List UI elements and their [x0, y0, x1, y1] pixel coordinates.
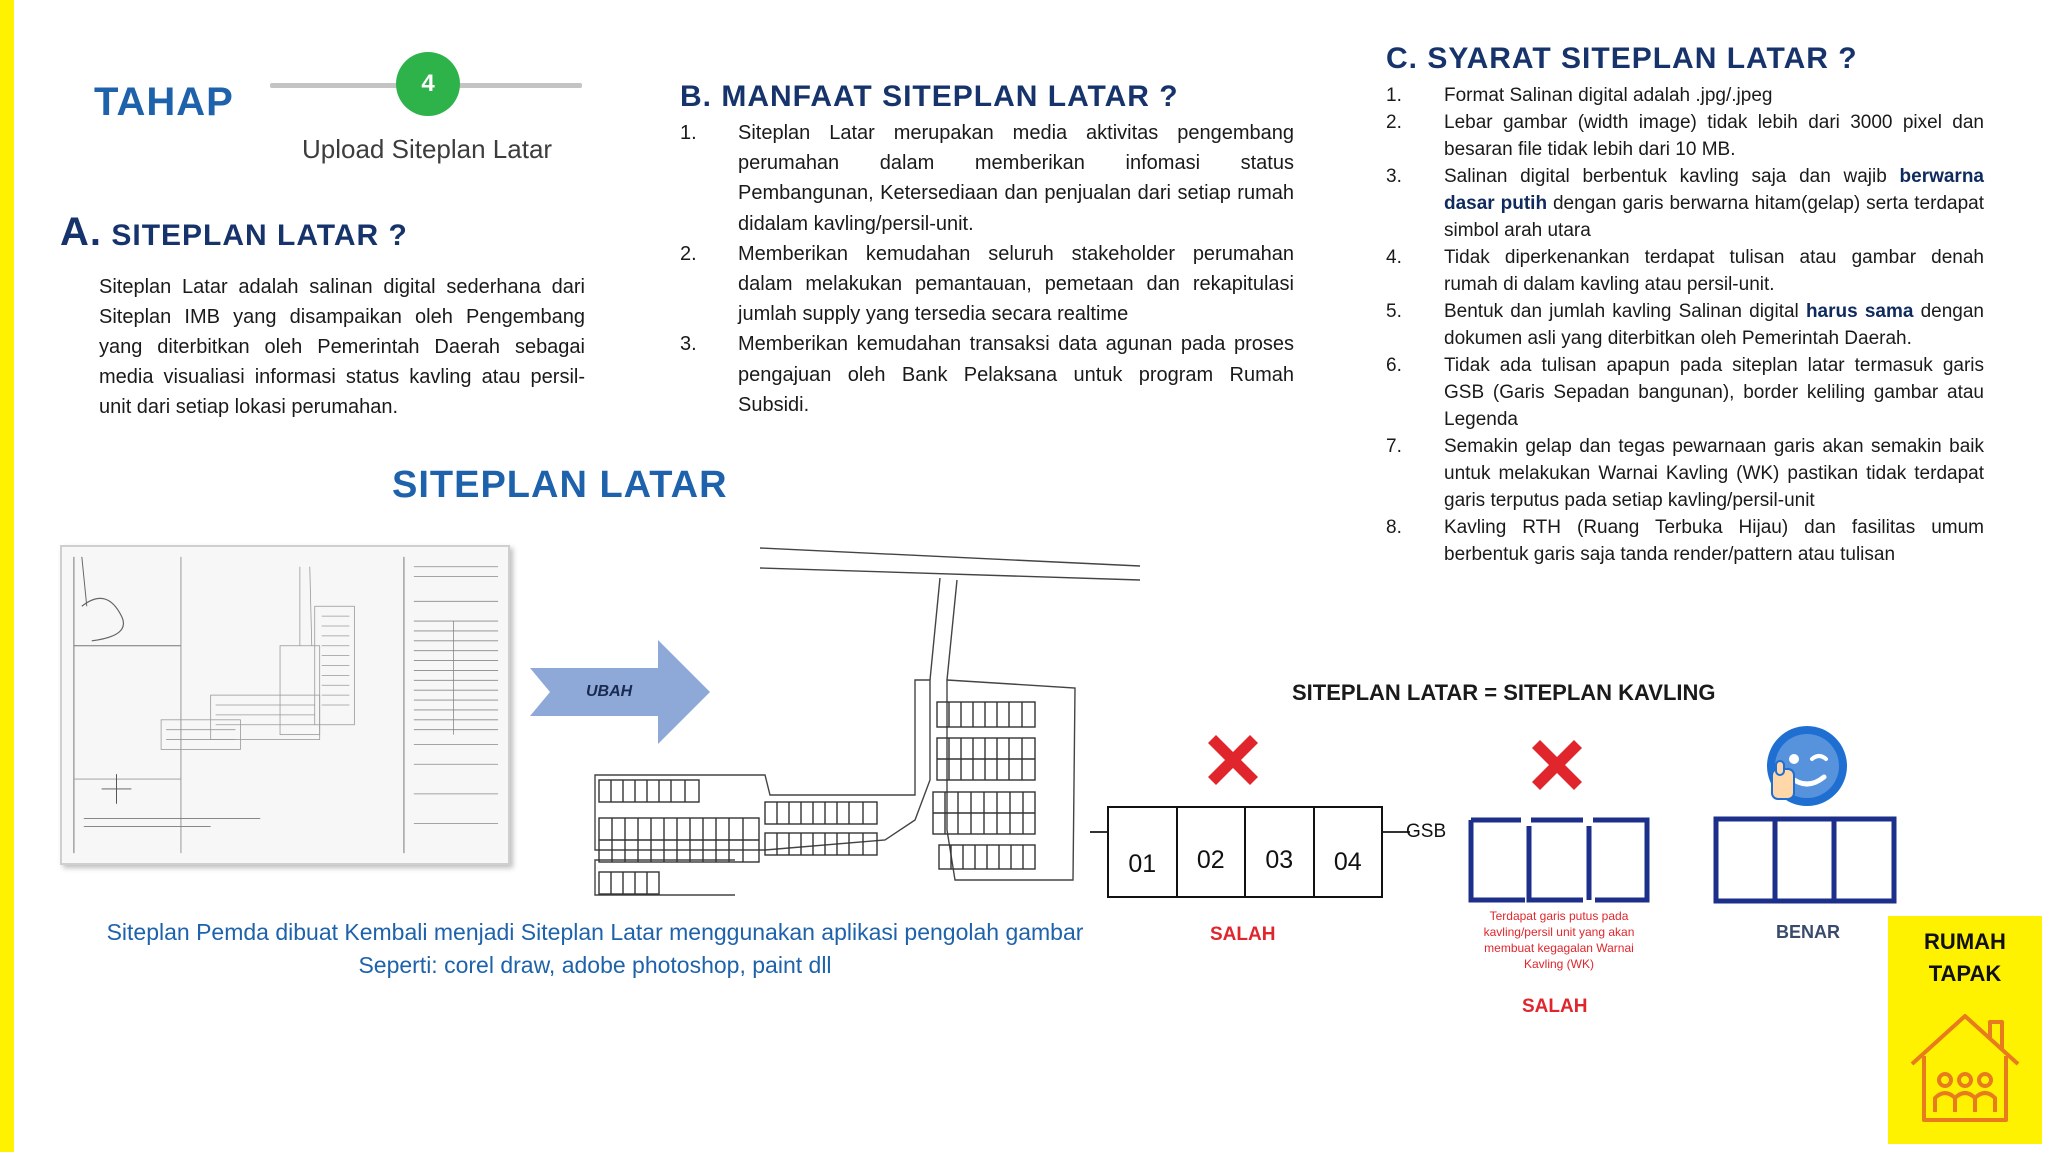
list-item-text: Tidak ada tulisan apapun pada siteplan latar termasuk garis GSB (Garis Sepadan bangunan), border keliling gambar atau Legenda: [1444, 355, 1984, 430]
list-item-number: 4.: [1386, 247, 1402, 268]
section-a-title: SITEPLAN LATAR ?: [111, 219, 408, 252]
list-item-text: Lebar gambar (width image) tidak lebih dari 3000 pixel dan besaran file tidak lebih dari 10 MB.: [1444, 112, 1984, 160]
list-item-text: Memberikan kemudahan transaksi data agunan pada proses pengajuan oleh Bank Pelaksana untuk program Rumah Subsidi.: [738, 333, 1294, 416]
list-item-text: Siteplan Latar merupakan media aktivitas pengembang perumahan dalam memberikan infomasi status Pembangunan, Ketersediaan dan penjualan dari setiap rumah didalam kavling/persil-unit.: [738, 122, 1294, 235]
list-item: [680, 239, 1294, 330]
kavling-lot: [1246, 808, 1315, 896]
list-item-text: Bentuk dan jumlah kavling Salinan digital: [1444, 301, 1806, 322]
kavling-correct: [1712, 815, 1898, 905]
step-indicator: 4: [396, 52, 460, 116]
arrow-label: UBAH: [586, 683, 633, 700]
lot-number: 04: [1333, 848, 1362, 876]
list-item: [1386, 163, 1984, 244]
list-item-emphasis: berwarna dasar putih: [1444, 166, 1984, 214]
list-item-number: 6.: [1386, 355, 1402, 376]
list-item-text-cont: dengan dokumen asli yang diterbitkan oleh Pemerintah Daerah.: [1444, 301, 1984, 349]
list-item: [1386, 298, 1984, 352]
section-b-list: [680, 118, 1294, 420]
list-item: [1386, 352, 1984, 433]
smile-icon: [1764, 723, 1850, 809]
list-item-emphasis: harus sama: [1805, 301, 1914, 322]
list-item-number: 7.: [1386, 436, 1402, 457]
list-item: [1386, 109, 1984, 163]
section-a-letter: A.: [60, 210, 102, 254]
siteplan-caption: [60, 916, 1130, 982]
kavling-lot: [1315, 808, 1382, 896]
list-item-number: 1.: [1386, 85, 1402, 106]
list-item: [680, 118, 1294, 239]
section-b-heading: B. MANFAAT SITEPLAN LATAR ?: [680, 80, 1179, 113]
badge-text: [1888, 926, 2042, 990]
list-item-number: 8.: [1386, 517, 1402, 538]
section-a-heading: [60, 210, 408, 255]
list-item-text: Format Salinan digital adalah .jpg/.jpeg: [1444, 85, 1773, 106]
left-yellow-bar: [0, 0, 14, 1152]
list-item-text: Salinan digital berbentuk kavling saja dan wajib: [1444, 166, 1900, 187]
caption-line-2: Seperti: corel draw, adobe photoshop, paint dll: [358, 952, 832, 978]
salah-label: SALAH: [1210, 924, 1276, 945]
list-item-text: Semakin gelap dan tegas pewarnaan garis akan semakin baik untuk melakukan Warnai Kavling (WK) pastikan tidak terdapat garis terputus pada setiap kavling/persil-unit: [1444, 436, 1984, 511]
badge-line-1: RUMAH: [1924, 929, 2006, 954]
comparison-title: SITEPLAN LATAR = SITEPLAN KAVLING: [1292, 680, 1716, 705]
list-item: [1386, 514, 1984, 568]
list-item-text: Memberikan kemudahan seluruh stakeholder perumahan dalam melakukan pemantauan, pemetaan dan rekapitulasi jumlah supply yang tersedia secara realtime: [738, 242, 1294, 326]
list-item-number: 5.: [1386, 301, 1402, 322]
list-item-text: Tidak diperkenankan terdapat tulisan atau gambar denah rumah di dalam kavling atau persil-unit.: [1444, 247, 1984, 295]
benar-label: BENAR: [1776, 922, 1841, 942]
list-item-text: Kavling RTH (Ruang Terbuka Hijau) dan fasilitas umum berbentuk garis saja tanda render/pattern atau tulisan: [1444, 517, 1984, 565]
gsb-label: GSB: [1406, 821, 1447, 842]
kavling-lot: [1109, 808, 1178, 896]
siteplan-latar-image: [585, 540, 1145, 900]
section-c-heading: C. SYARAT SITEPLAN LATAR ?: [1386, 42, 1858, 75]
kavling-row-wrong: [1107, 806, 1383, 898]
section-a-paragraph: Siteplan Latar adalah salinan digital sederhana dari Siteplan IMB yang disampaikan oleh Pengembang yang diterbitkan oleh Pemerintah Daerah sebagai media visualiasi informasi status kavling atau persil-unit dari setiap lokasi perumahan.: [99, 276, 585, 418]
lot-number: 03: [1265, 846, 1294, 874]
list-item: [1386, 433, 1984, 514]
list-item-number: 3.: [680, 333, 697, 356]
list-item: [1386, 82, 1984, 109]
lot-number: 01: [1128, 850, 1157, 878]
kavling-lot: [1178, 808, 1247, 896]
list-item-number: 2.: [680, 242, 697, 265]
siteplan-latar-title: SITEPLAN LATAR: [392, 464, 728, 506]
list-item: [680, 329, 1294, 420]
wrong-x-icon: [1200, 727, 1266, 793]
list-item-text-cont: dengan garis berwarna hitam(gelap) serta terdapat simbol arah utara: [1444, 193, 1985, 241]
list-item-number: 2.: [1386, 112, 1402, 133]
kavling-broken-lines: [1465, 812, 1653, 904]
tahap-title: TAHAP: [94, 80, 234, 124]
broken-line-note: Terdapat garis putus pada kavling/persil unit yang akan membuat kegagalan Warnai Kavling (WK): [1483, 909, 1635, 971]
section-c-list: [1386, 82, 1984, 568]
original-siteplan-image: [60, 545, 510, 865]
wrong-x-icon: [1524, 732, 1590, 798]
house-family-icon: [1902, 1008, 2028, 1128]
list-item-number: 1.: [680, 122, 697, 144]
list-item: [1386, 244, 1984, 298]
lot-number: 02: [1196, 846, 1225, 874]
list-item-number: 3.: [1386, 166, 1402, 187]
step-label: Upload Siteplan Latar: [302, 134, 553, 164]
rumah-tapak-badge: [1888, 916, 2042, 1144]
salah-label: SALAH: [1522, 996, 1588, 1017]
caption-line-1: Siteplan Pemda dibuat Kembali menjadi Siteplan Latar menggunakan aplikasi pengolah gambar: [106, 919, 1084, 945]
badge-line-2: TAPAK: [1928, 961, 2002, 986]
